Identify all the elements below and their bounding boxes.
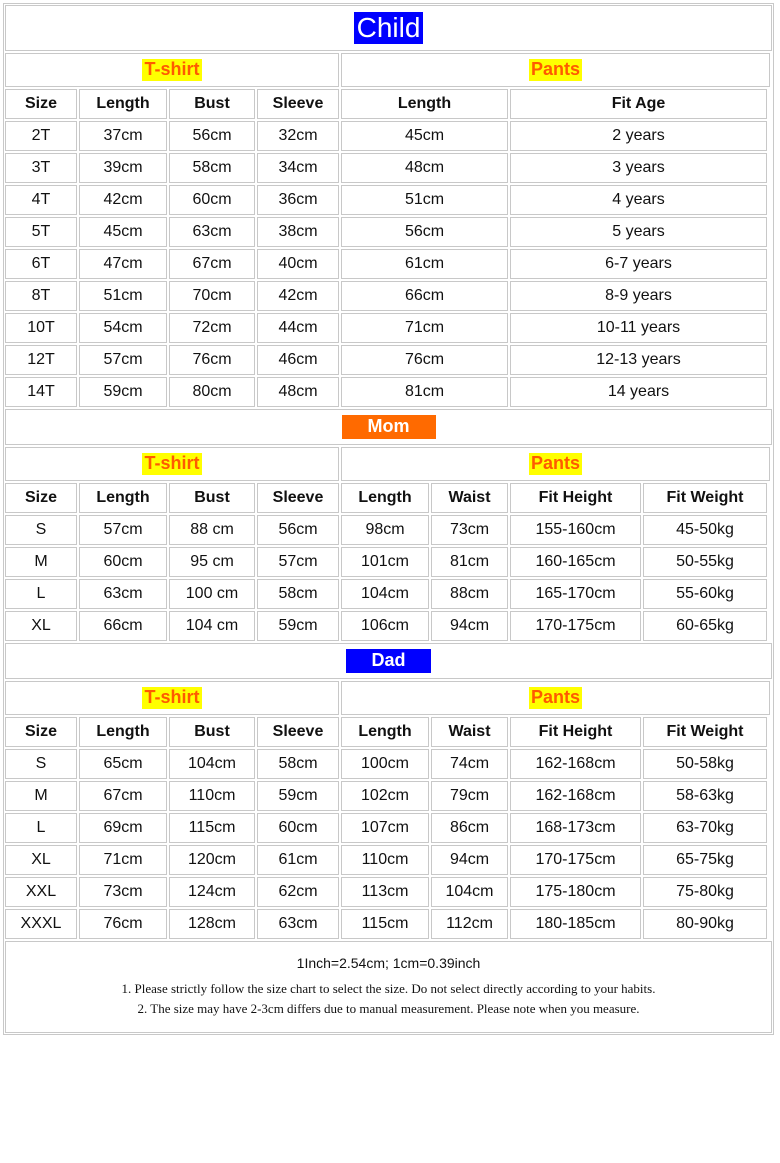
mom-pants-label: Pants	[530, 453, 581, 474]
table-cell: 58-63kg	[643, 781, 767, 811]
table-row	[4, 280, 773, 312]
child-tshirt-cell	[5, 53, 339, 87]
column-header: Fit Weight	[643, 717, 767, 747]
table-row	[4, 610, 773, 642]
note-1: 1. Please strictly follow the size chart to select the size. Do not select directly according to your habits.	[121, 981, 656, 996]
dad-tshirt-label: T-shirt	[144, 687, 200, 708]
table-cell: 79cm	[431, 781, 508, 811]
column-header: Length	[341, 483, 429, 513]
table-row	[4, 376, 773, 408]
table-cell: 60cm	[257, 813, 339, 843]
table-cell: 12-13 years	[510, 345, 767, 375]
column-header: Length	[79, 717, 167, 747]
table-cell: 48cm	[257, 377, 339, 407]
table-cell: 66cm	[79, 611, 167, 641]
column-header: Length	[79, 89, 167, 119]
table-cell: XL	[5, 611, 77, 641]
column-header: Waist	[431, 483, 508, 513]
table-cell: 59cm	[257, 611, 339, 641]
table-cell: 10-11 years	[510, 313, 767, 343]
dad-title-cell	[5, 643, 772, 679]
table-cell: 81cm	[341, 377, 508, 407]
table-cell: 98cm	[341, 515, 429, 545]
table-cell: 74cm	[431, 749, 508, 779]
table-cell: 59cm	[257, 781, 339, 811]
dad-title: Dad	[346, 649, 431, 673]
table-cell: 44cm	[257, 313, 339, 343]
table-cell: 75-80kg	[643, 877, 767, 907]
child-table-body	[4, 120, 773, 408]
table-cell: 76cm	[169, 345, 255, 375]
table-row	[4, 546, 773, 578]
table-cell: 160-165cm	[510, 547, 641, 577]
table-cell: 86cm	[431, 813, 508, 843]
table-cell: 104cm	[431, 877, 508, 907]
table-cell: 120cm	[169, 845, 255, 875]
table-cell: 50-55kg	[643, 547, 767, 577]
table-cell: L	[5, 579, 77, 609]
column-header: Sleeve	[257, 483, 339, 513]
table-row	[4, 908, 773, 940]
table-cell: 115cm	[169, 813, 255, 843]
table-cell: 56cm	[341, 217, 508, 247]
table-cell: 70cm	[169, 281, 255, 311]
table-row	[4, 344, 773, 376]
table-cell: 94cm	[431, 845, 508, 875]
table-cell: 63cm	[79, 579, 167, 609]
column-header: Bust	[169, 483, 255, 513]
table-cell: 59cm	[79, 377, 167, 407]
child-title-row	[4, 4, 773, 52]
table-cell: 3T	[5, 153, 77, 183]
table-cell: 180-185cm	[510, 909, 641, 939]
table-cell: 6-7 years	[510, 249, 767, 279]
column-header: Length	[341, 717, 429, 747]
table-cell: 57cm	[79, 345, 167, 375]
table-cell: 100cm	[341, 749, 429, 779]
table-cell: 3 years	[510, 153, 767, 183]
table-cell: 55-60kg	[643, 579, 767, 609]
table-cell: 36cm	[257, 185, 339, 215]
table-cell: 61cm	[341, 249, 508, 279]
column-header: Fit Height	[510, 717, 641, 747]
table-cell: 46cm	[257, 345, 339, 375]
table-cell: 60cm	[79, 547, 167, 577]
table-cell: 73cm	[79, 877, 167, 907]
dad-pants-cell	[341, 681, 770, 715]
table-cell: 58cm	[169, 153, 255, 183]
child-header-row	[4, 88, 773, 120]
column-header: Fit Height	[510, 483, 641, 513]
table-cell: 165-170cm	[510, 579, 641, 609]
column-header: Sleeve	[257, 717, 339, 747]
table-cell: 124cm	[169, 877, 255, 907]
table-cell: 50-58kg	[643, 749, 767, 779]
table-cell: L	[5, 813, 77, 843]
size-chart	[3, 3, 774, 1035]
table-cell: S	[5, 749, 77, 779]
notes-box	[5, 941, 772, 1033]
table-cell: 175-180cm	[510, 877, 641, 907]
table-row	[4, 120, 773, 152]
table-cell: 80-90kg	[643, 909, 767, 939]
table-cell: 155-160cm	[510, 515, 641, 545]
table-cell: 5 years	[510, 217, 767, 247]
table-row	[4, 876, 773, 908]
mom-header-row	[4, 482, 773, 514]
table-cell: 38cm	[257, 217, 339, 247]
table-cell: 32cm	[257, 121, 339, 151]
table-cell: 72cm	[169, 313, 255, 343]
table-cell: 4 years	[510, 185, 767, 215]
table-cell: 81cm	[431, 547, 508, 577]
table-cell: 14 years	[510, 377, 767, 407]
table-cell: 76cm	[341, 345, 508, 375]
table-cell: 2T	[5, 121, 77, 151]
table-cell: 128cm	[169, 909, 255, 939]
table-cell: 162-168cm	[510, 749, 641, 779]
table-cell: 106cm	[341, 611, 429, 641]
table-cell: 63-70kg	[643, 813, 767, 843]
mom-title-row	[4, 408, 773, 446]
table-cell: 66cm	[341, 281, 508, 311]
table-cell: 104 cm	[169, 611, 255, 641]
table-cell: M	[5, 781, 77, 811]
table-cell: 168-173cm	[510, 813, 641, 843]
table-cell: 100 cm	[169, 579, 255, 609]
table-cell: 45cm	[341, 121, 508, 151]
table-cell: 2 years	[510, 121, 767, 151]
table-cell: 115cm	[341, 909, 429, 939]
table-cell: 65cm	[79, 749, 167, 779]
table-cell: 67cm	[169, 249, 255, 279]
dad-pants-label: Pants	[530, 687, 581, 708]
table-cell: 65-75kg	[643, 845, 767, 875]
table-cell: 104cm	[341, 579, 429, 609]
table-cell: 10T	[5, 313, 77, 343]
child-pants-label: Pants	[530, 59, 581, 80]
table-cell: 76cm	[79, 909, 167, 939]
table-row	[4, 216, 773, 248]
table-cell: 8T	[5, 281, 77, 311]
table-cell: 110cm	[341, 845, 429, 875]
table-cell: XL	[5, 845, 77, 875]
table-cell: 62cm	[257, 877, 339, 907]
dad-garment-row	[4, 680, 773, 716]
table-cell: 42cm	[257, 281, 339, 311]
table-row	[4, 312, 773, 344]
column-header: Fit Age	[510, 89, 767, 119]
unit-conversion: 1Inch=2.54cm; 1cm=0.39inch	[296, 955, 481, 971]
column-header: Size	[5, 717, 77, 747]
table-cell: 80cm	[169, 377, 255, 407]
dad-header-row	[4, 716, 773, 748]
table-cell: 63cm	[257, 909, 339, 939]
table-cell: 34cm	[257, 153, 339, 183]
child-title-cell	[5, 5, 772, 51]
column-header: Length	[79, 483, 167, 513]
table-cell: 51cm	[79, 281, 167, 311]
table-cell: 71cm	[79, 845, 167, 875]
table-cell: 110cm	[169, 781, 255, 811]
table-cell: 170-175cm	[510, 611, 641, 641]
column-header: Length	[341, 89, 508, 119]
child-garment-row	[4, 52, 773, 88]
table-cell: 5T	[5, 217, 77, 247]
table-cell: 40cm	[257, 249, 339, 279]
table-cell: 67cm	[79, 781, 167, 811]
table-row	[4, 578, 773, 610]
child-pants-cell	[341, 53, 770, 87]
table-row	[4, 812, 773, 844]
dad-tshirt-cell	[5, 681, 339, 715]
table-row	[4, 152, 773, 184]
mom-table-body	[4, 514, 773, 642]
table-cell: 39cm	[79, 153, 167, 183]
table-cell: 8-9 years	[510, 281, 767, 311]
table-row	[4, 248, 773, 280]
table-cell: 57cm	[79, 515, 167, 545]
table-cell: 6T	[5, 249, 77, 279]
dad-table-body	[4, 748, 773, 940]
table-cell: 45cm	[79, 217, 167, 247]
table-row	[4, 780, 773, 812]
table-cell: 162-168cm	[510, 781, 641, 811]
column-header: Size	[5, 483, 77, 513]
table-cell: 60cm	[169, 185, 255, 215]
table-cell: 170-175cm	[510, 845, 641, 875]
table-cell: 101cm	[341, 547, 429, 577]
note-2: 2. The size may have 2-3cm differs due to manual measurement. Please note when you measure.	[137, 1001, 640, 1016]
table-row	[4, 844, 773, 876]
table-cell: 57cm	[257, 547, 339, 577]
table-cell: 94cm	[431, 611, 508, 641]
column-header: Sleeve	[257, 89, 339, 119]
table-cell: 47cm	[79, 249, 167, 279]
dad-title-row	[4, 642, 773, 680]
table-cell: 51cm	[341, 185, 508, 215]
column-header: Bust	[169, 717, 255, 747]
table-cell: 56cm	[169, 121, 255, 151]
mom-pants-cell	[341, 447, 770, 481]
table-cell: 102cm	[341, 781, 429, 811]
table-cell: 69cm	[79, 813, 167, 843]
mom-garment-row	[4, 446, 773, 482]
table-cell: 4T	[5, 185, 77, 215]
mom-tshirt-cell	[5, 447, 339, 481]
table-cell: 56cm	[257, 515, 339, 545]
table-cell: 73cm	[431, 515, 508, 545]
table-cell: 60-65kg	[643, 611, 767, 641]
column-header: Waist	[431, 717, 508, 747]
mom-title: Mom	[342, 415, 436, 439]
table-cell: XXXL	[5, 909, 77, 939]
table-cell: S	[5, 515, 77, 545]
child-tshirt-label: T-shirt	[144, 59, 200, 80]
child-title: Child	[354, 12, 424, 45]
table-cell: 45-50kg	[643, 515, 767, 545]
table-cell: M	[5, 547, 77, 577]
table-cell: 71cm	[341, 313, 508, 343]
table-cell: 113cm	[341, 877, 429, 907]
table-cell: 12T	[5, 345, 77, 375]
table-cell: 14T	[5, 377, 77, 407]
table-cell: 112cm	[431, 909, 508, 939]
table-cell: XXL	[5, 877, 77, 907]
table-cell: 88 cm	[169, 515, 255, 545]
table-cell: 61cm	[257, 845, 339, 875]
table-row	[4, 184, 773, 216]
mom-tshirt-label: T-shirt	[144, 453, 200, 474]
table-row	[4, 514, 773, 546]
table-cell: 95 cm	[169, 547, 255, 577]
table-cell: 37cm	[79, 121, 167, 151]
table-cell: 48cm	[341, 153, 508, 183]
column-header: Bust	[169, 89, 255, 119]
column-header: Fit Weight	[643, 483, 767, 513]
column-header: Size	[5, 89, 77, 119]
table-cell: 107cm	[341, 813, 429, 843]
table-cell: 58cm	[257, 749, 339, 779]
table-cell: 88cm	[431, 579, 508, 609]
table-cell: 58cm	[257, 579, 339, 609]
table-cell: 54cm	[79, 313, 167, 343]
table-cell: 63cm	[169, 217, 255, 247]
mom-title-cell	[5, 409, 772, 445]
table-row	[4, 748, 773, 780]
table-cell: 42cm	[79, 185, 167, 215]
table-cell: 104cm	[169, 749, 255, 779]
